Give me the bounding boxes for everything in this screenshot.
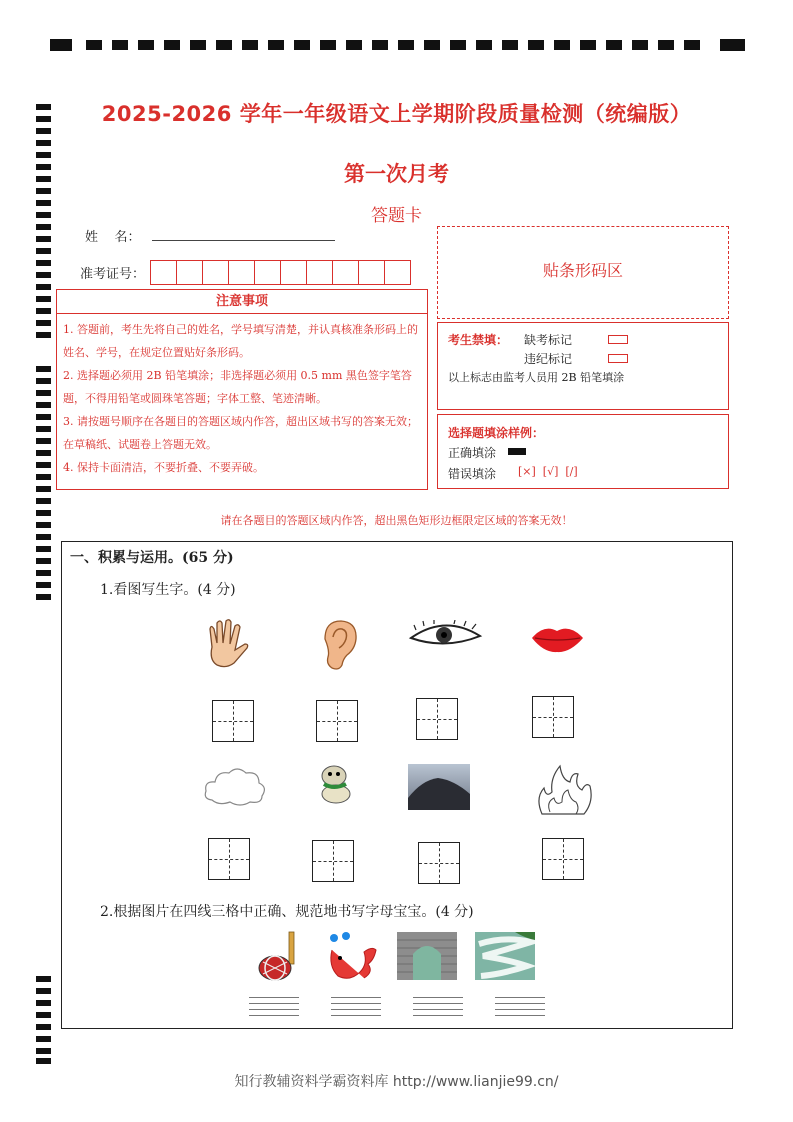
char-grid[interactable] bbox=[312, 840, 354, 882]
area-warning: 请在各题目的答题区域内作答，超出黑色矩形边框限定区域的答案无效！ bbox=[220, 514, 573, 527]
forbid-note: 以上标志由监考人员用 2B 铅笔填涂 bbox=[448, 371, 625, 384]
id-label: 准考证号： bbox=[80, 267, 146, 282]
notice-item: 1. 答题前，考生先将自己的姓名，学号填写清楚，并认真核准条形码上的姓名、学号，在规定位置贴好条形码。 bbox=[63, 323, 418, 359]
sample-label: 选择题填涂样例： bbox=[448, 426, 545, 440]
wrong-fill-samples: [×] [√] [/] bbox=[518, 465, 578, 478]
card-title: 答题卡 bbox=[371, 206, 422, 226]
char-grid[interactable] bbox=[532, 696, 574, 738]
char-grid[interactable] bbox=[418, 842, 460, 884]
fish-icon bbox=[324, 930, 380, 984]
hand-icon bbox=[202, 617, 252, 672]
violation-label: 违纪标记 bbox=[524, 352, 573, 366]
absent-checkbox[interactable] bbox=[608, 335, 628, 344]
char-grid[interactable] bbox=[316, 700, 358, 742]
section-title: 一、积累与运用。(65 分) bbox=[70, 550, 234, 566]
page-title: 2025-2026 学年一年级语文上学期阶段质量检测（统编版） bbox=[101, 102, 692, 126]
char-grid[interactable] bbox=[542, 838, 584, 880]
footer-source: 知行教辅资料学霸资料库 http://www.lianjie99.cn/ bbox=[234, 1074, 559, 1090]
insect-icon bbox=[312, 762, 360, 810]
mountain-icon bbox=[408, 764, 470, 810]
correct-label: 正确填涂 bbox=[448, 446, 497, 460]
timing-marks-top bbox=[50, 38, 745, 52]
name-label: 姓 名： bbox=[85, 230, 141, 245]
correct-fill-sample bbox=[508, 448, 526, 455]
notice-item: 4. 保持卡面清洁，不要折叠、不要弄破。 bbox=[63, 461, 264, 474]
sample-panel bbox=[437, 414, 729, 489]
gate-icon bbox=[397, 932, 457, 980]
river-icon bbox=[475, 932, 535, 980]
notice-panel bbox=[56, 289, 428, 490]
question-2: 2.根据图片在四线三格中正确、规范地书写字母宝宝。(4 分) bbox=[100, 904, 474, 920]
section-answer-area bbox=[61, 541, 733, 1029]
wrong-label: 错误填涂 bbox=[448, 467, 497, 481]
char-grid[interactable] bbox=[208, 838, 250, 880]
name-field[interactable] bbox=[152, 239, 335, 241]
mouth-icon bbox=[530, 622, 585, 654]
barcode-area: 贴条形码区 bbox=[437, 226, 729, 319]
four-line-grid[interactable] bbox=[249, 997, 299, 1017]
notice-item: 3. 请按题号顺序在各题目的答题区域内作答，超出区域书写的答案无效；在草稿纸、试题卷上答题无效。 bbox=[63, 415, 418, 451]
id-boxes[interactable] bbox=[151, 260, 411, 284]
absent-label: 缺考标记 bbox=[524, 333, 573, 347]
four-line-grid[interactable] bbox=[495, 997, 545, 1017]
violation-checkbox[interactable] bbox=[608, 354, 628, 363]
eye-icon bbox=[408, 620, 483, 650]
forbid-panel bbox=[437, 322, 729, 410]
exam-subtitle: 第一次月考 bbox=[344, 162, 449, 186]
notice-item: 2. 选择题必须用 2B 铅笔填涂；非选择题必须用 0.5 mm 黑色签字笔答题，不得用铅笔或圆珠笔答题；字体工整、笔迹清晰。 bbox=[63, 369, 412, 405]
forbid-label: 考生禁填： bbox=[448, 333, 509, 347]
four-line-grid[interactable] bbox=[413, 997, 463, 1017]
question-1: 1.看图写生字。(4 分) bbox=[100, 582, 236, 598]
notice-heading: 注意事项 bbox=[57, 290, 427, 314]
char-grid[interactable] bbox=[416, 698, 458, 740]
cloud-icon bbox=[202, 764, 268, 808]
four-line-grid[interactable] bbox=[331, 997, 381, 1017]
drum-icon bbox=[257, 930, 303, 982]
ear-icon bbox=[317, 617, 362, 672]
char-grid[interactable] bbox=[212, 700, 254, 742]
fire-icon bbox=[534, 762, 594, 818]
